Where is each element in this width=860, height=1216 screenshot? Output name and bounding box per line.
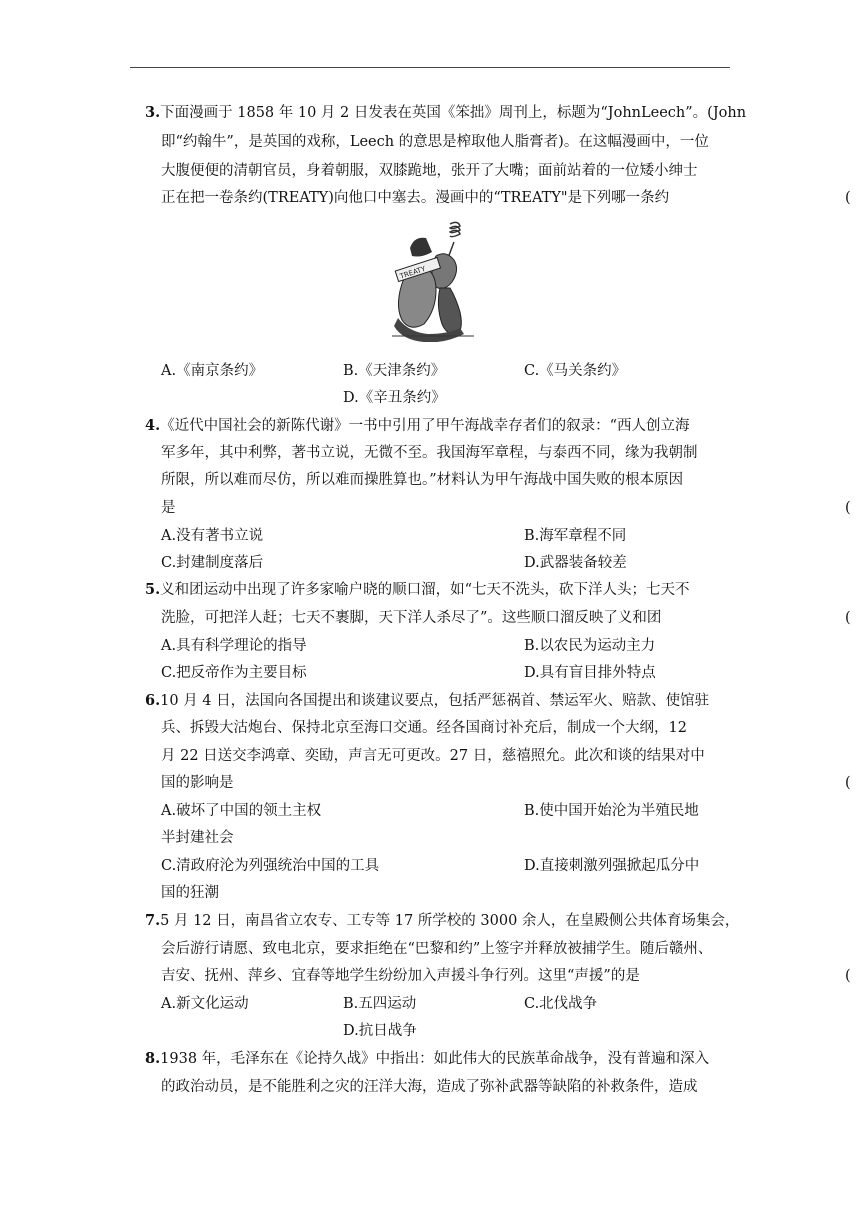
question-4-option-d[interactable]: D.武器装备较差: [524, 555, 627, 571]
question-3-option-c[interactable]: C.《马关条约》: [524, 363, 627, 379]
question-6-option-d-continued: 国的狂潮: [161, 885, 219, 901]
question-4-option-a[interactable]: A.没有著书立说: [161, 528, 264, 544]
question-7-option-b[interactable]: B.五四运动: [343, 996, 417, 1012]
question-3-line-3: 大腹便便的清朝官员，身着朝服，双膝跪地，张开了大嘴；面前站着的一位矮小绅士: [161, 163, 698, 179]
question-6-line-2: 兵、拆毁大沽炮台、保持北京至海口交通。经各国商讨补充后，制成一个大纲，12: [161, 720, 687, 736]
question-4-answer-paren: (: [845, 500, 851, 516]
question-5-option-c[interactable]: C.把反帝作为主要目标: [161, 665, 307, 681]
question-4-option-b[interactable]: B.海军章程不同: [524, 528, 627, 544]
question-6-option-b[interactable]: B.使中国开始沦为半殖民地: [524, 803, 699, 819]
question-5-line-1: 5.义和团运动中出现了许多家喻户晓的顺口溜，如“七天不洗头，砍下洋人头；七天不: [145, 581, 690, 598]
question-5-option-a[interactable]: A.具有科学理论的指导: [161, 638, 307, 654]
question-8-line-1: 8.1938 年，毛泽东在《论持久战》中指出：如此伟大的民族革命战争，没有普遍和深入: [145, 1050, 710, 1067]
question-8-line-2: 的政治动员，是不能胜利之灾的汪洋大海，造成了弥补武器等缺陷的补救条件，造成: [161, 1079, 698, 1095]
question-7-option-c[interactable]: C.北伐战争: [524, 996, 598, 1012]
question-6-line-4: 国的影响是: [161, 775, 234, 791]
question-3-line-4: 正在把一卷条约(TREATY)向他口中塞去。漫画中的“TREATY"是下列哪一条约: [161, 190, 670, 206]
question-6-line-1: 6.10 月 4 日，法国向各国提出和谈建议要点，包括严惩祸首、禁运军火、赔款、使馆驻: [145, 692, 710, 709]
question-6-option-a[interactable]: A.破坏了中国的领土主权: [161, 803, 322, 819]
question-5-number: 5.: [145, 581, 161, 598]
question-4-line-3: 所限，所以难而尽仿，所以难而操胜算也。”材料认为甲午海战中国失败的根本原因: [161, 472, 684, 488]
question-7-option-a[interactable]: A.新文化运动: [161, 996, 249, 1012]
question-6-answer-paren: (: [845, 775, 851, 791]
question-3-option-d[interactable]: D.《辛丑条约》: [343, 390, 446, 406]
question-8-number: 8.: [145, 1050, 161, 1067]
question-3-answer-paren: (: [845, 190, 851, 206]
question-5-option-b[interactable]: B.以农民为运动主力: [524, 638, 656, 654]
question-3-line-1: 3.下面漫画于 1858 年 10 月 2 日发表在英国《笨拙》周刊上，标题为“JohnLeech”。(John: [145, 104, 747, 121]
question-7-number: 7.: [145, 912, 161, 929]
question-4-line-4: 是: [161, 500, 176, 516]
question-4-option-c[interactable]: C.封建制度落后: [161, 555, 264, 571]
question-7-line-3: 吉安、抚州、萍乡、宜春等地学生纷纷加入声援斗争行列。这里“声援”的是: [161, 968, 640, 984]
question-6-number: 6.: [145, 692, 161, 709]
question-6-line-3: 月 22 日送交李鸿章、奕劻，声言无可更改。27 日，慈禧照允。此次和谈的结果对中: [161, 748, 705, 764]
question-6-option-d[interactable]: D.直接刺激列强掀起瓜分中: [524, 858, 700, 874]
question-5-line-2: 洗脸，可把洋人赶；七天不裹脚，天下洋人杀尽了”。这些顺口溜反映了义和团: [161, 610, 662, 626]
question-3-option-a[interactable]: A.《南京条约》: [161, 363, 264, 379]
question-7-line-1: 7.5 月 12 日，南昌省立农专、工专等 17 所学校的 3000 余人，在皇殿侧公共体育场集会，: [145, 912, 740, 929]
header-rule: [130, 67, 730, 68]
question-7-line-2: 会后游行请愿、致电北京，要求拒绝在“巴黎和约”上签字并释放被捕学生。随后赣州、: [161, 941, 713, 957]
question-4-line-2: 军多年，其中利弊，著书立说，无微不至。我国海军章程，与泰西不同，缘为我朝制: [161, 445, 698, 461]
question-5-answer-paren: (: [845, 610, 851, 626]
question-7-option-d[interactable]: D.抗日战争: [343, 1023, 417, 1039]
question-3-number: 3.: [145, 104, 161, 121]
question-4-number: 4.: [145, 417, 161, 434]
question-3-option-b[interactable]: B.《天津条约》: [343, 363, 446, 379]
question-4-line-1: 4.《近代中国社会的新陈代谢》一书中引用了甲午海战幸存者们的叙录：“西人创立海: [145, 417, 690, 434]
question-3-line-2: 即“约翰牛”，是英国的戏称，Leech 的意思是榨取他人脂膏者)。在这幅漫画中，一位: [161, 134, 709, 150]
question-7-answer-paren: (: [845, 968, 851, 984]
john-leech-cartoon-image: [388, 218, 478, 342]
question-6-option-c[interactable]: C.清政府沦为列强统治中国的工具: [161, 858, 380, 874]
question-6-option-b-continued: 半封建社会: [161, 830, 234, 846]
treaty-scroll-label: TREATY: [399, 264, 427, 281]
question-5-option-d[interactable]: D.具有盲目排外特点: [524, 665, 656, 681]
